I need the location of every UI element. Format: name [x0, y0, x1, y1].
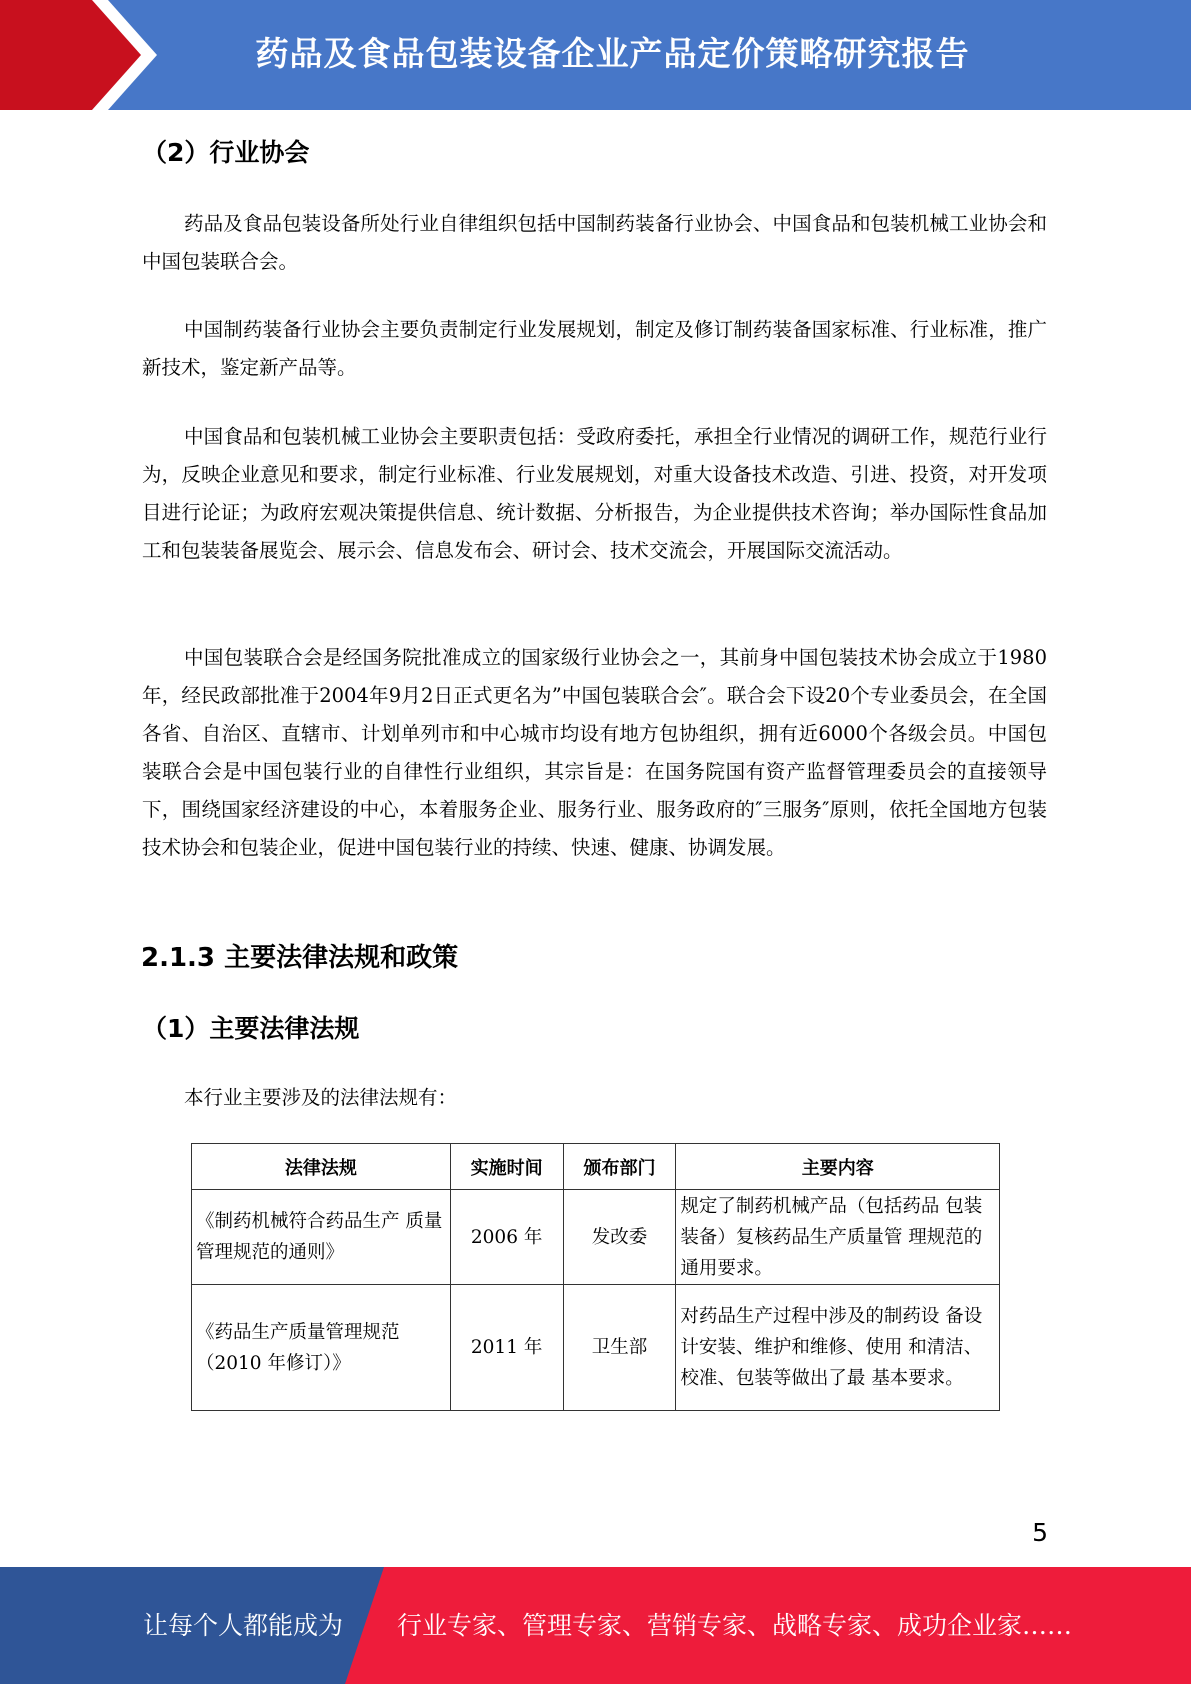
paragraph: 中国食品和包装机械工业协会主要职责包括：受政府委托，承担全行业情况的调研工作，规范行业行为，反映企业意见和要求，制定行业标准、行业发展规划，对重大设备技术改造、引进、投资，对开发项目进行论证；为政府宏观决策提供信息、统计数据、分析报告，为企业提供技术咨询；举办国际性食品加工和包装装备展览会、展示会、信息发布会、研讨会、技术交流会，开展国际交流活动。 [142, 425, 1047, 562]
table-cell: 对药品生产过程中涉及的制药设 备设计安装、维护和维修、使用 和清洁、校准、包装等做出了最 基本要求。 [676, 1285, 1000, 1411]
page-header [0, 0, 1191, 110]
table-cell: 2006 年 [450, 1190, 563, 1285]
table-cell: 卫生部 [563, 1285, 676, 1411]
table-cell: 发改委 [563, 1190, 676, 1285]
table-header-row [192, 1144, 1000, 1190]
page-footer [0, 1567, 1191, 1684]
subsection-heading-main-laws: （1）主要法律法规 [142, 1014, 360, 1043]
footer-slogan-right: 行业专家、管理专家、营销专家、战略专家、成功企业家…… [397, 1611, 1073, 1640]
table-row [192, 1190, 1000, 1285]
paragraph: 中国包装联合会是经国务院批准成立的国家级行业协会之一，其前身中国包装技术协会成立于1980年，经民政部批准于2004年9月2日正式更名为”中国包装联合会″。联合会下设20个专业委员会，在全国各省、自治区、直辖市、计划单列市和中心城市均设有地方包协组织，拥有近6000个各级会员。中国包装联合会是中国包装行业的自律性行业组织，其宗旨是：在国务院国有资产监督管理委员会的直接领导下，围绕国家经济建设的中心，本着服务企业、服务行业、服务政府的″三服务″原则，依托全国地方包装技术协会和包装企业，促进中国包装行业的持续、快速、健康、协调发展。 [142, 646, 1047, 859]
report-title: 药品及食品包装设备企业产品定价策略研究报告 [255, 34, 970, 73]
column-header: 法律法规 [192, 1144, 451, 1190]
laws-table [191, 1143, 1000, 1411]
column-header: 实施时间 [450, 1144, 563, 1190]
paragraph: 中国制药装备行业协会主要负责制定行业发展规划，制定及修订制药装备国家标准、行业标准，推广新技术，鉴定新产品等。 [142, 318, 1047, 379]
column-header: 颁布部门 [563, 1144, 676, 1190]
column-header: 主要内容 [676, 1144, 1000, 1190]
section-heading-industry-association: （2）行业协会 [142, 138, 310, 167]
table-cell: 2011 年 [450, 1285, 563, 1411]
table-cell: 《药品生产质量管理规范（2010 年修订）》 [192, 1285, 451, 1411]
section-heading-laws-and-policies: 2.1.3 主要法律法规和政策 [141, 943, 459, 973]
table-cell: 《制药机械符合药品生产 质量管理规范的通则》 [192, 1190, 451, 1285]
table-cell: 规定了制药机械产品（包括药品 包装装备）复核药品生产质量管 理规范的通用要求。 [676, 1190, 1000, 1285]
table-row [192, 1285, 1000, 1411]
table-intro: 本行业主要涉及的法律法规有： [184, 1086, 458, 1109]
paragraph: 药品及食品包装设备所处行业自律组织包括中国制药装备行业协会、中国食品和包装机械工业协会和中国包装联合会。 [142, 212, 1047, 273]
page-number: 5 [1032, 1518, 1048, 1547]
footer-slogan-left: 让每个人都能成为 [143, 1611, 344, 1640]
